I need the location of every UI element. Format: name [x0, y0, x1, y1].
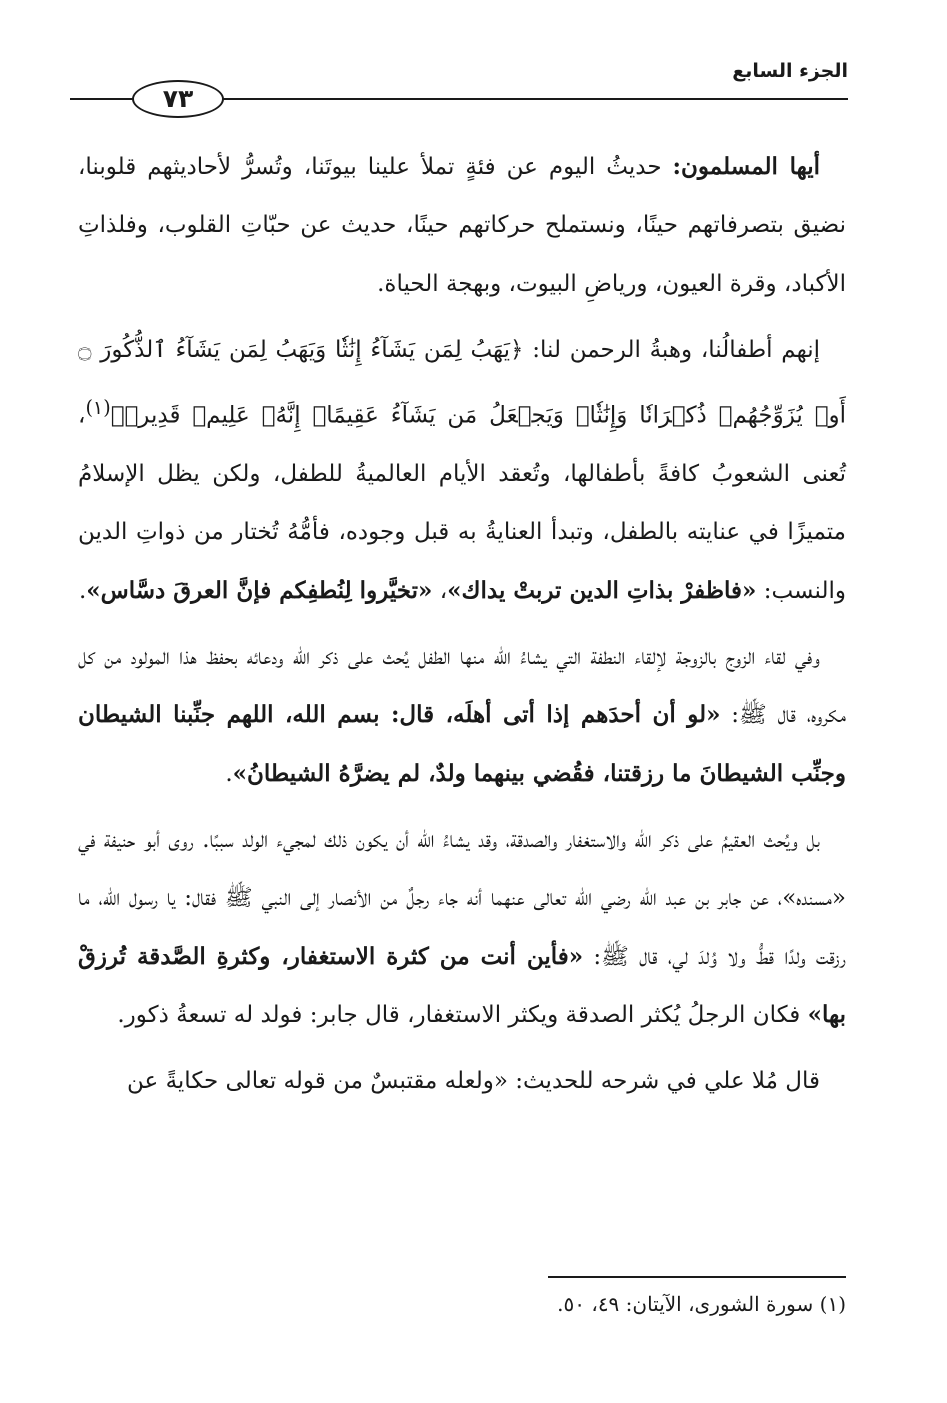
paragraph-3 — [78, 628, 846, 803]
hadith-quote: «فأين أنت من كثرة الاستغفار، وكثرةِ الصَّدقة تُرزقْ بها» — [78, 942, 846, 1028]
separator: ، — [432, 577, 448, 604]
punctuation: . — [78, 577, 87, 604]
quran-verse: ﴿يَهَبُ لِمَن يَشَآءُ إِنَٰثٗا وَيَهَبُ لِمَن يَشَآءُ ٱلذُّكُورَ ۝ أَوۡ يُزَوِّجُهُمۡ ذُكۡرَانٗا وَإِنَٰثٗاۖ وَيَجۡعَلُ مَن يَشَآءُ عَقِيمًاۚ إِنَّهُۥ عَلِيمٞ قَدِيرٞ﴾ — [78, 336, 846, 429]
running-header — [70, 58, 848, 116]
paragraph-text: قال مُلا علي في شرحه للحديث: «ولعله مقتبسٌ من قوله تعالى حكايةً عن — [127, 1068, 820, 1095]
paragraph-text: وفي لقاء الزوج بالزوجة لإلقاء النطفة التي يشاءُ الله منها الطفل يُحث على ذكر الله ودعائه بحفظ هذا المولود من كل مكروه، قال ﷺ: — [78, 644, 846, 729]
paragraph-text: فكان الرجلُ يُكثر الصدقة ويكثر الاستغفار، قال جابر: فولد له تسعةُ ذكور. — [117, 1001, 808, 1028]
paragraph-4 — [78, 811, 846, 1044]
paragraph-text: ، تُعنى الشعوبُ كافةً بأطفالها، وتُعقد الأيام العالميةُ للطفل، ولكن يظل الإسلامُ متميزًا في عنايته بالطفل، وتبدأ العنايةُ به قبل وجوده، فأمُّهُ تُختار من ذواتِ الدين والنسب: — [78, 402, 846, 604]
chapter-title: الجزء السابع — [732, 60, 848, 82]
punctuation: . — [225, 760, 233, 787]
paragraph-text: حديثُ اليوم عن فئةٍ تملأ علينا بيوتَنا، وتُسرُّ لأحاديثهم قلوبنا، نضيق بتصرفاتهم حينًا، ونستملح حركاتهم حينًا، حديث عن حبّاتِ القلوب، وفلذاتِ الأكباد، وقرة العيون، ورياضِ البيوت، وبهجة الحياة. — [78, 154, 846, 297]
hadith-quote: «فاظفرْ بذاتِ الدين تربتْ يداك» — [447, 576, 757, 604]
paragraph-1 — [78, 138, 846, 313]
paragraph-2 — [78, 321, 846, 620]
paragraph-lead: أيها المسلمون: — [672, 153, 820, 180]
hadith-quote: «تخيَّروا لِنُطفِكم فإنَّ العرقَ دسَّاس» — [86, 576, 433, 604]
hadith-quote: «لو أن أحدَهم إذا أتى أهلَه، قال: بسم الله، اللهم جنِّبنا الشيطان وجنِّب الشيطانَ ما رزقتنا، فقُضي بينهما ولدٌ، لم يضرَّهُ الشيطانُ» — [78, 701, 846, 787]
footnote-ref: (١) — [85, 396, 111, 420]
paragraph-text: بل ويُحث العقيمُ على ذكر الله والاستغفار والصدقة، وقد يشاءُ الله أن يكون ذلك لمجيء الولد سببًا. روى أبو حنيفة في «مسنده»، عن جابر بن عبد الله رضي الله تعالى عنهما أنه جاء رجلٌ من الأنصار إلى النبي ﷺ فقال: يا رسول الله، ما رزقت ولدًا قطُّ ولا وُلدَ لي، قال ﷺ: — [78, 826, 846, 970]
footnote-rule — [548, 1276, 846, 1278]
page-number: ٧٣ — [132, 80, 224, 118]
paragraph-intro: إنهم أطفالُنا، وهبةُ الرحمن لنا: — [523, 336, 821, 363]
main-text — [78, 138, 846, 1118]
paragraph-5 — [78, 1052, 846, 1110]
footnote: (١) سورة الشورى، الآيتان: ٤٩، ٥٠. — [557, 1292, 846, 1316]
